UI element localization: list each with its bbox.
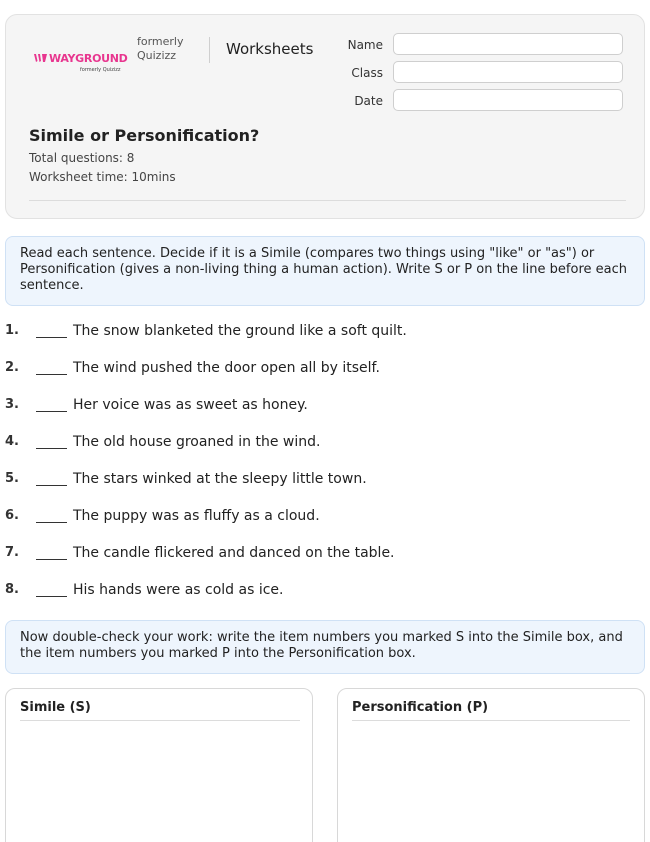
question-text: The wind pushed the door open all by itself. xyxy=(73,360,380,376)
answer-blank[interactable] xyxy=(36,337,67,338)
question-text: The puppy was as fluffy as a cloud. xyxy=(73,508,320,524)
question-number: 3. xyxy=(5,397,19,412)
formerly-quizizz-label: formerly Quizizz xyxy=(137,35,184,62)
answer-blank[interactable] xyxy=(36,596,67,597)
question-number: 1. xyxy=(5,323,19,338)
class-label: Class xyxy=(351,66,383,80)
personification-answer-box[interactable] xyxy=(337,688,645,842)
question-number: 2. xyxy=(5,360,19,375)
worksheet-title: Simile or Personification? xyxy=(29,126,260,145)
question-text: The candle flickered and danced on the table. xyxy=(73,545,395,561)
question-number: 5. xyxy=(5,471,19,486)
product-name: Worksheets xyxy=(226,40,314,58)
answer-blank[interactable] xyxy=(36,559,67,560)
question-text: The old house groaned in the wind. xyxy=(73,434,321,450)
double-check-note: Now double-check your work: write the item numbers you marked S into the Simile box, and the item numbers you marked P into the Personification box. xyxy=(5,620,645,674)
date-field[interactable] xyxy=(393,89,623,111)
date-label: Date xyxy=(354,94,383,108)
question-text: Her voice was as sweet as honey. xyxy=(73,397,308,413)
answer-blank[interactable] xyxy=(36,522,67,523)
class-field[interactable] xyxy=(393,61,623,83)
question-text: The snow blanketed the ground like a soft quilt. xyxy=(73,323,407,339)
answer-blank[interactable] xyxy=(36,374,67,375)
question-text: His hands were as cold as ice. xyxy=(73,582,284,598)
answer-blank[interactable] xyxy=(36,448,67,449)
question-text: The stars winked at the sleepy little town. xyxy=(73,471,367,487)
name-field[interactable] xyxy=(393,33,623,55)
simile-box-title: Simile (S) xyxy=(20,700,91,715)
worksheet-header xyxy=(5,14,645,219)
simile-answer-box[interactable] xyxy=(5,688,313,842)
answer-blank[interactable] xyxy=(36,485,67,486)
total-questions: Total questions: 8 xyxy=(29,151,135,165)
wayground-logo xyxy=(34,52,126,76)
personification-box-rule xyxy=(352,720,630,721)
question-number: 8. xyxy=(5,582,19,597)
wayground-mark-icon xyxy=(34,53,47,63)
answer-blank[interactable] xyxy=(36,411,67,412)
logo-text: WAYGROUND xyxy=(49,52,128,65)
question-number: 7. xyxy=(5,545,19,560)
header-divider xyxy=(209,37,210,63)
instructions-note: Read each sentence. Decide if it is a Simile (compares two things using "like" or "as") or Personification (gives a non-living thing a human action). Write S or P on the line before each sentence. xyxy=(5,236,645,306)
question-number: 6. xyxy=(5,508,19,523)
header-rule xyxy=(29,200,626,201)
name-label: Name xyxy=(347,38,383,52)
personification-box-title: Personification (P) xyxy=(352,700,489,715)
logo-subtext: formerly Quizizz xyxy=(80,67,121,73)
worksheet-time: Worksheet time: 10mins xyxy=(29,170,176,184)
question-number: 4. xyxy=(5,434,19,449)
simile-box-rule xyxy=(20,720,300,721)
